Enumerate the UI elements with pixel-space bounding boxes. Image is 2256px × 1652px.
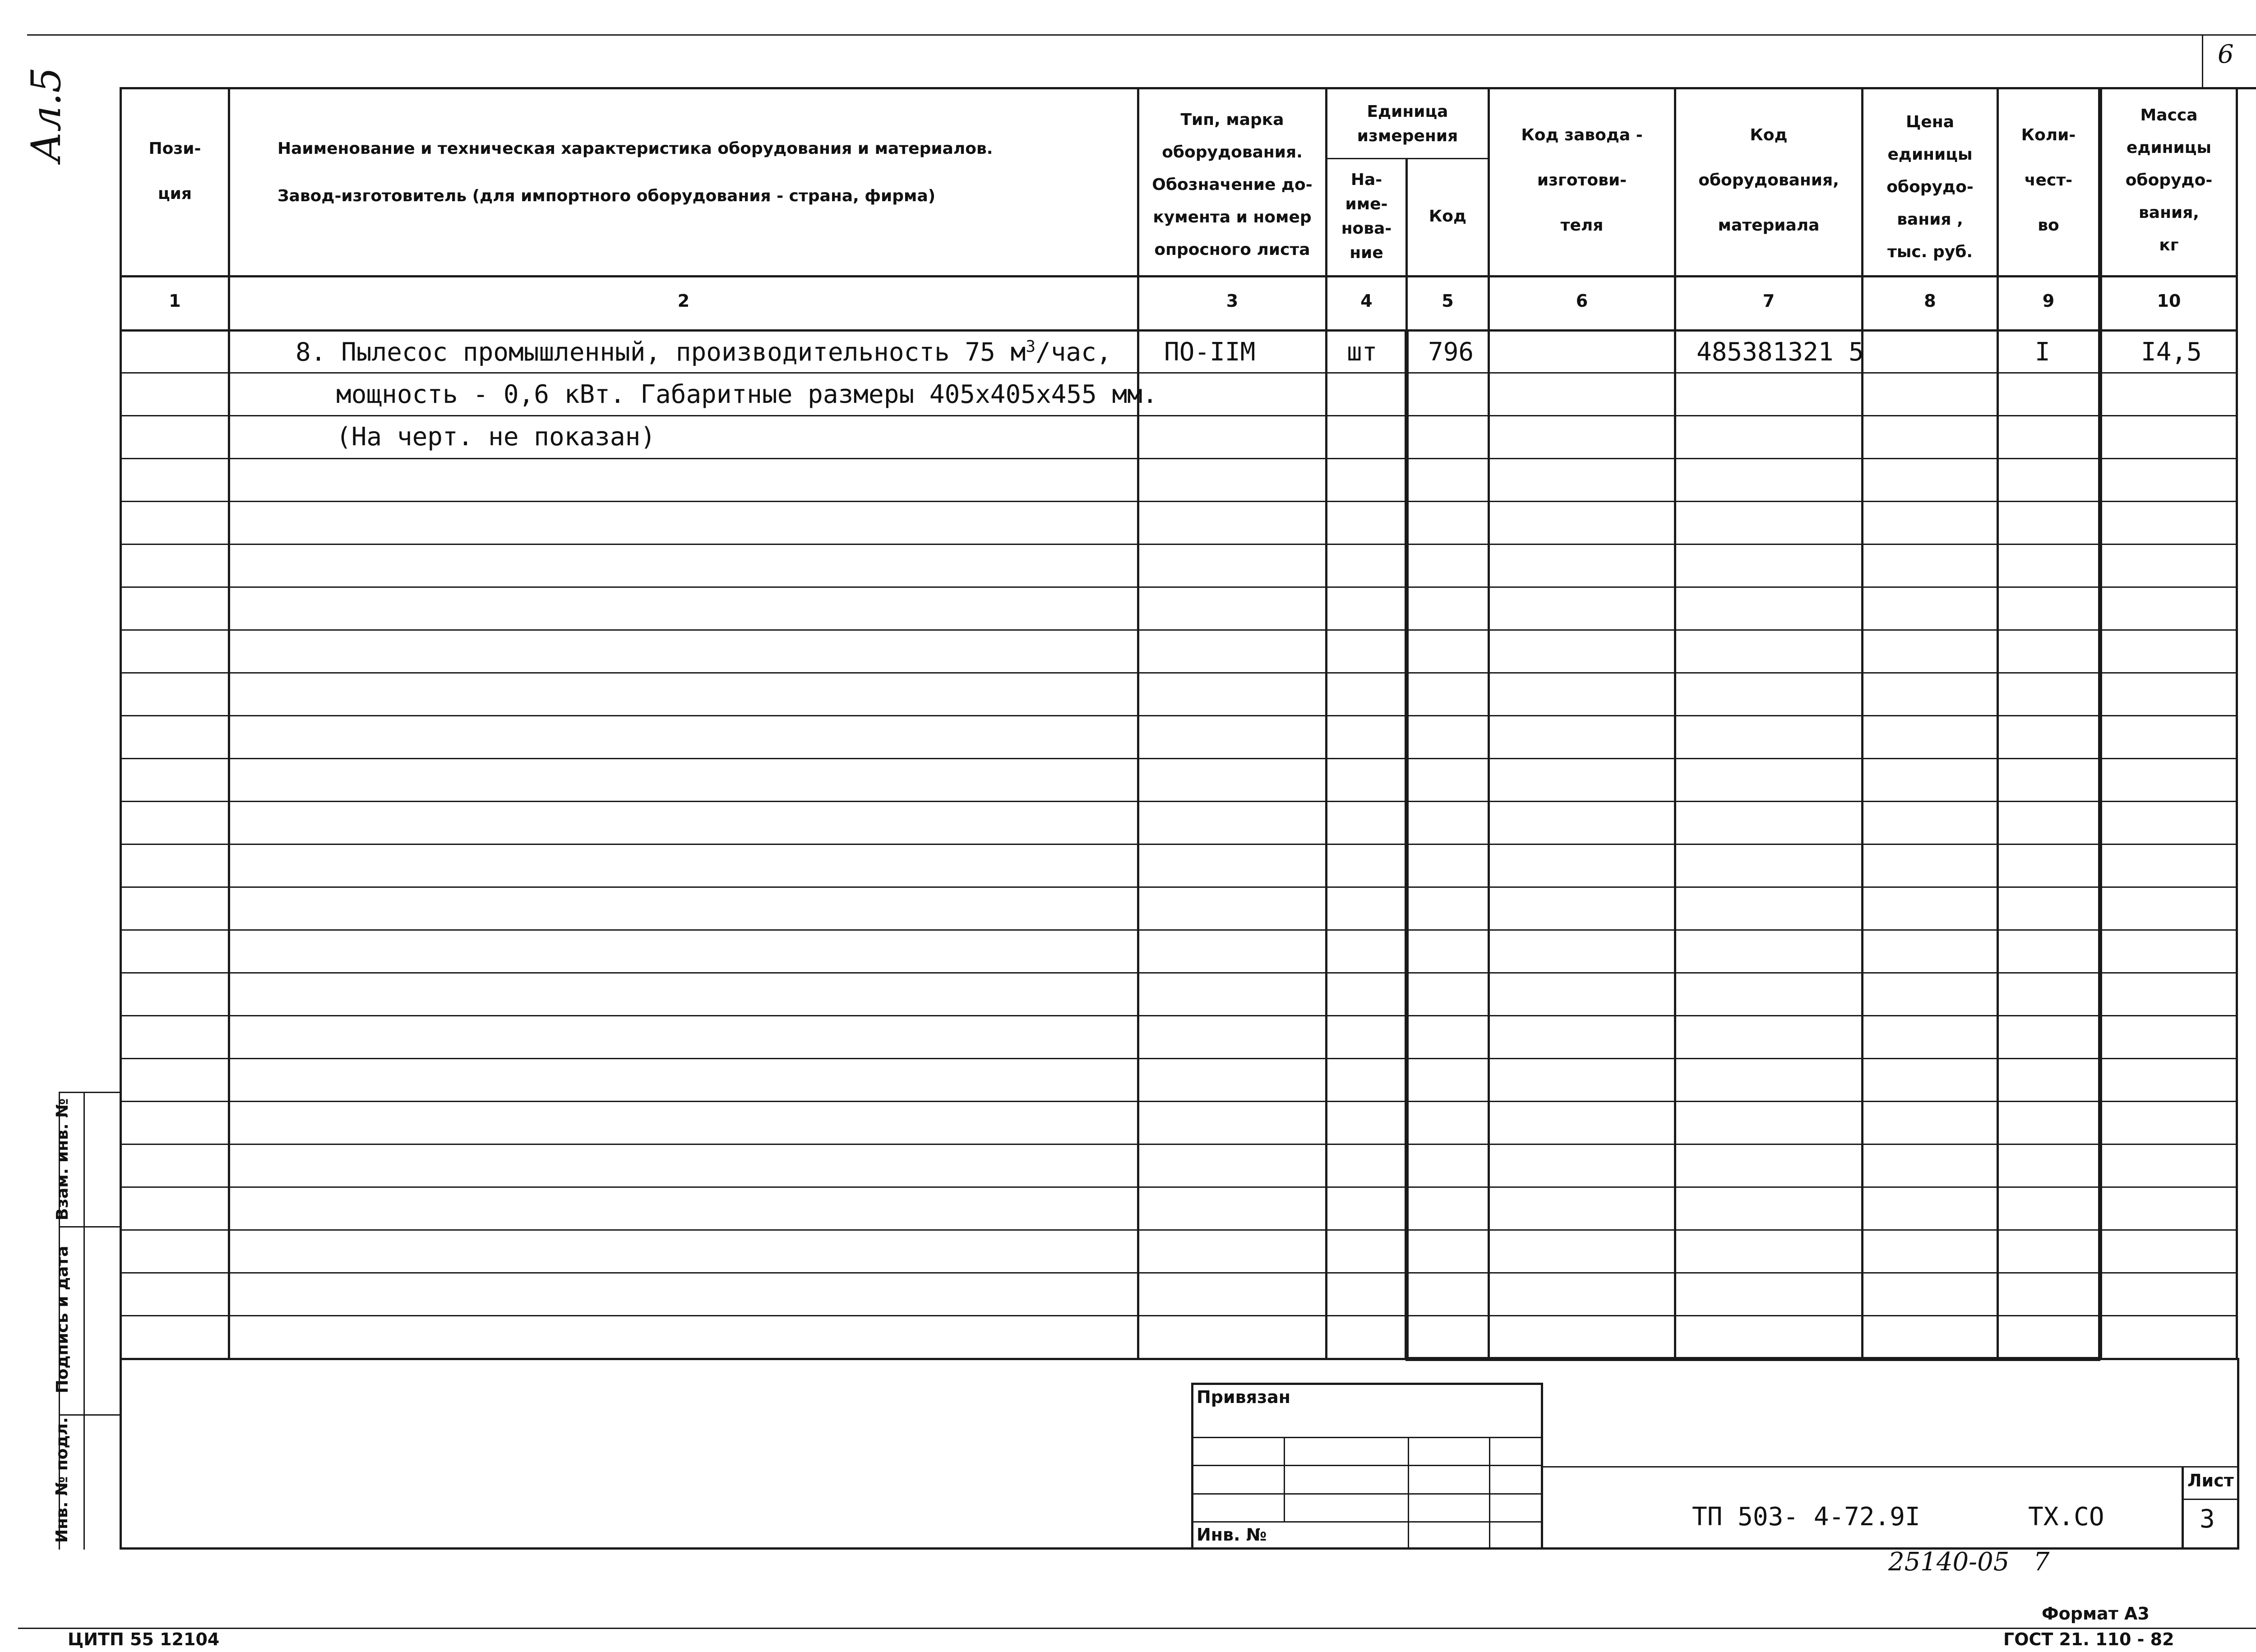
table-row-line bbox=[120, 801, 2236, 802]
table-row-line bbox=[120, 544, 2236, 545]
header-bottom-line bbox=[120, 275, 2236, 277]
tied-box-top bbox=[1191, 1383, 1543, 1385]
table-row-line bbox=[120, 886, 2236, 888]
header-position: Пози- ция bbox=[148, 139, 201, 203]
colnum-8: 8 bbox=[1924, 291, 1936, 311]
colnum-3: 3 bbox=[1226, 291, 1239, 311]
column-number-line bbox=[120, 329, 2236, 332]
table-row-line bbox=[120, 1015, 2236, 1016]
table-row-line bbox=[120, 1101, 2236, 1102]
side-stamp-replace-inv: Взам. инв. № bbox=[53, 1098, 72, 1221]
table-row-line bbox=[120, 1272, 2236, 1274]
row-name-line1-end: /час, bbox=[1036, 337, 1112, 367]
header-name-line1: Наименование и техническая характеристика оборудования и материалов. bbox=[277, 139, 993, 158]
header-factory-code: Код завода - изготови- теля bbox=[1521, 126, 1643, 235]
tied-box-v2 bbox=[1408, 1437, 1409, 1550]
table-row-line bbox=[120, 1229, 2236, 1231]
sheet-cell-mid bbox=[2182, 1499, 2238, 1500]
header-unit-group: Единица измерения bbox=[1357, 102, 1458, 145]
table-row-line bbox=[120, 1058, 2236, 1059]
sheet-box-left-line bbox=[2202, 34, 2203, 89]
tied-box-line1 bbox=[1191, 1437, 1543, 1438]
sheet-number-top: 6 bbox=[2218, 40, 2234, 69]
tied-to-label: Привязан bbox=[1197, 1387, 1291, 1407]
col2-right-line bbox=[1137, 87, 1139, 1360]
table-row-line bbox=[120, 415, 2236, 416]
handwritten-registration: 25140-05 7 bbox=[1888, 1547, 2050, 1577]
footer-left-code: ЦИТП 55 12104 bbox=[68, 1629, 220, 1649]
col5-left-bold bbox=[1405, 329, 1409, 1360]
table-row-line bbox=[120, 972, 2236, 974]
side-stamp-inv-orig: Инв. № подл. bbox=[53, 1417, 71, 1543]
colnum-1: 1 bbox=[169, 291, 181, 311]
header-type: Тип, марка оборудования. Обозначение до- кумента и номер опросного листа bbox=[1152, 111, 1313, 259]
colnum-7: 7 bbox=[1762, 291, 1775, 311]
col10-right-line bbox=[2236, 87, 2238, 1360]
table-top-line bbox=[120, 87, 2256, 89]
header-mass: Масса единицы оборудо- вания, кг bbox=[2125, 106, 2213, 254]
table-row-line bbox=[120, 672, 2236, 674]
table-row-line bbox=[120, 1186, 2236, 1188]
table-row-line bbox=[120, 629, 2236, 631]
header-quantity: Коли- чест- во bbox=[2021, 126, 2076, 235]
top-border-line bbox=[27, 34, 2256, 36]
table-row-line bbox=[120, 844, 2236, 845]
row-unit-code: 796 bbox=[1428, 337, 1474, 367]
doc-section: ТХ.СО bbox=[2028, 1502, 2104, 1532]
colnum-5: 5 bbox=[1442, 291, 1454, 311]
table-row-line bbox=[120, 1315, 2236, 1316]
table-row-line bbox=[120, 715, 2236, 716]
row-name-line1-text: 8. Пылесос промышленный, производительность 75 м bbox=[296, 337, 1026, 367]
row-unit-name: шт bbox=[1347, 337, 1378, 367]
col7-right-line bbox=[1861, 87, 1863, 1360]
col3-right-line bbox=[1325, 87, 1327, 1360]
sheet-value: 3 bbox=[2200, 1504, 2215, 1534]
table-row-line bbox=[120, 501, 2236, 502]
table-row-line bbox=[120, 458, 2236, 459]
col8-right-line bbox=[1997, 87, 1999, 1360]
footer-format: Формат А3 bbox=[2042, 1604, 2150, 1624]
col1-right-line bbox=[228, 87, 230, 1360]
header-unit-name: На- име- нова- ние bbox=[1341, 171, 1392, 262]
side-stamp-mid-line bbox=[83, 1092, 85, 1550]
title-block-right-line bbox=[2237, 1358, 2239, 1550]
table-row-line bbox=[120, 372, 2236, 374]
header-unit-code: Код bbox=[1428, 207, 1467, 226]
side-stamp-top bbox=[59, 1092, 122, 1093]
table-row-line bbox=[120, 586, 2236, 588]
tied-box-left bbox=[1191, 1383, 1193, 1550]
table-row-line bbox=[120, 758, 2236, 759]
bold-bottom-line bbox=[1405, 1357, 2100, 1361]
row-name-superscript: 3 bbox=[1026, 337, 1036, 356]
header-equipment-code: Код оборудования, материала bbox=[1698, 126, 1839, 235]
table-row-line bbox=[120, 929, 2236, 931]
sheet-label: Лист bbox=[2187, 1471, 2234, 1490]
margin-handwritten-note: Ал.5 bbox=[23, 67, 70, 162]
row-name-line2: мощность - 0,6 кВт. Габаритные размеры 405х405х455 мм. bbox=[336, 380, 1158, 409]
row-mass: I4,5 bbox=[2141, 337, 2202, 367]
col6-right-line bbox=[1674, 87, 1676, 1360]
tied-box-line2 bbox=[1191, 1465, 1543, 1466]
colnum-9: 9 bbox=[2042, 291, 2055, 311]
header-name-line2: Завод-изготовитель (для импортного оборудования - страна, фирма) bbox=[277, 187, 936, 205]
header-price: Цена единицы оборудо- вания , тыс. руб. bbox=[1886, 113, 1974, 261]
table-row-line bbox=[120, 1144, 2236, 1145]
tied-box-line3 bbox=[1191, 1493, 1543, 1495]
colnum-2: 2 bbox=[677, 291, 690, 311]
tied-box-v1 bbox=[1284, 1437, 1285, 1523]
tied-box-v3 bbox=[1489, 1437, 1490, 1550]
col5-right-line bbox=[1488, 87, 1490, 1360]
colnum-10: 10 bbox=[2157, 291, 2181, 311]
doc-strip-top bbox=[1541, 1466, 2238, 1467]
row-name-line3: (На черт. не показан) bbox=[336, 422, 656, 452]
side-stamp-sign-date: Подпись и дата bbox=[53, 1246, 72, 1394]
bottom-border-line bbox=[18, 1628, 2256, 1629]
col9-right-bold bbox=[2098, 87, 2102, 1360]
side-stamp-sep2 bbox=[59, 1414, 122, 1416]
colnum-4: 4 bbox=[1360, 291, 1373, 311]
row-quantity: I bbox=[2035, 337, 2050, 367]
colnum-6: 6 bbox=[1576, 291, 1588, 311]
inv-no-label: Инв. № bbox=[1197, 1525, 1267, 1545]
row-equipment-code: 485381321 5 bbox=[1697, 337, 1864, 367]
tied-box-line4 bbox=[1191, 1521, 1543, 1523]
doc-code: ТП 503- 4-72.9I bbox=[1692, 1502, 1920, 1532]
row-type: ПО-IIМ bbox=[1164, 337, 1256, 367]
row-name-line1 bbox=[296, 337, 1112, 367]
footer-gost: ГОСТ 21. 110 - 82 bbox=[2003, 1629, 2174, 1649]
sheet-cell-left bbox=[2182, 1466, 2184, 1550]
